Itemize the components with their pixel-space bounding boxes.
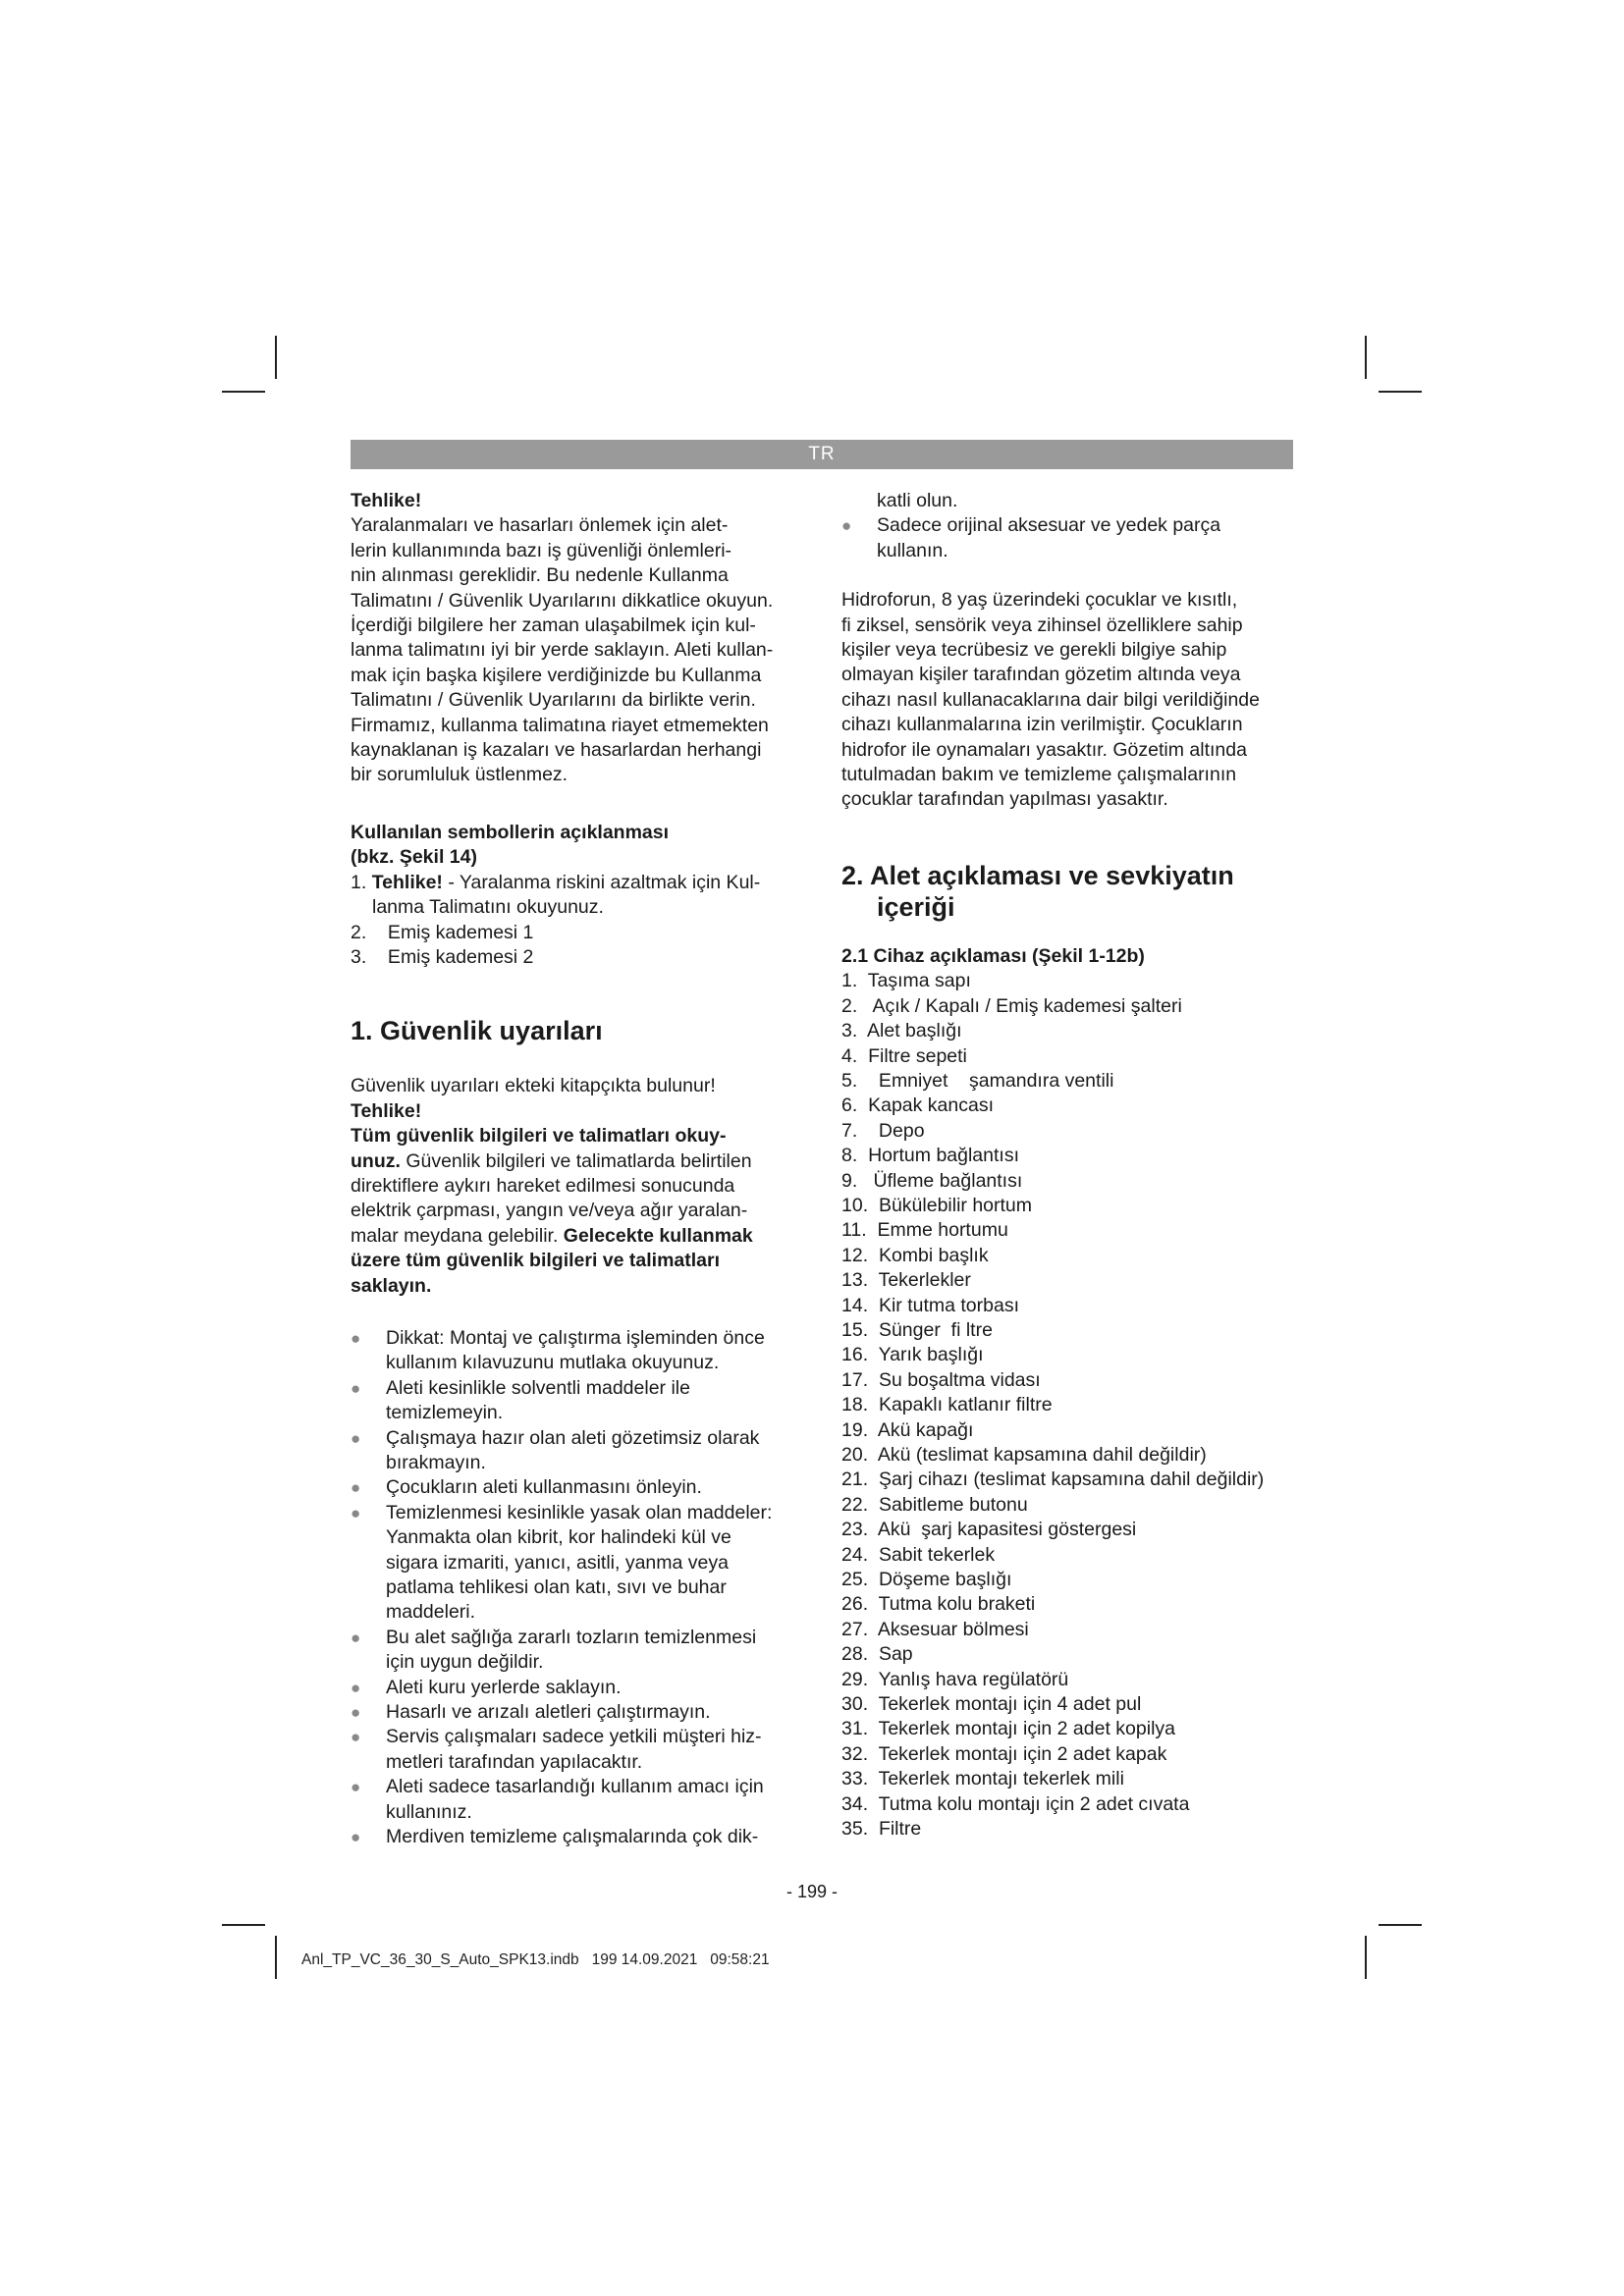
- text-line: elektrik çarpması, yangın ve/veya ağır yaralan-: [351, 1200, 748, 1222]
- text-line: lerin kullanımında bazı iş güvenliği önlemleri-: [351, 539, 732, 561]
- list-item: 12. Kombi başlık: [841, 1244, 989, 1266]
- safety-bold-line: üzere tüm güvenlik bilgileri ve talimatları: [351, 1250, 721, 1272]
- list-item: ● Sadece orijinal aksesuar ve yedek parça kullanın.: [841, 514, 1221, 561]
- list-item: 34. Tutma kolu montajı için 2 adet cıvata: [841, 1792, 1190, 1815]
- symbol-item-3: 3. Emiş kademesi 2: [351, 945, 534, 968]
- section-2-title: 2. Alet açıklaması ve sevkiyatın: [841, 860, 1234, 890]
- subsection-2-1-title: 2.1 Cihaz açıklaması (Şekil 1-12b): [841, 944, 1145, 967]
- crop-mark-bottom-left-h: [222, 1924, 265, 1926]
- list-item: ● Temizlenmesi kesinlikle yasak olan maddeler: Yanmakta olan kibrit, kor halindeki kül ve sigara izmariti, yanıcı, asitli, yanma veya patlama tehlikesi olan katı, sıvı ve buhar maddeleri.: [351, 1501, 773, 1624]
- list-item: 16. Yarık başlığı: [841, 1344, 984, 1366]
- safety-mixed-line: malar meydana gelebilir. Gelecekte kullanmak: [351, 1224, 753, 1247]
- list-item: 14. Kir tutma torbası: [841, 1294, 1019, 1316]
- bullet-icon: ●: [351, 1503, 361, 1522]
- bullet-icon: ●: [351, 1728, 361, 1747]
- text-line: cihazı nasıl kullanacaklarına dair bilgi verildiğinde: [841, 688, 1260, 711]
- text-line: Talimatını / Güvenlik Uyarılarını dikkatlice okuyun.: [351, 589, 774, 612]
- text-line: cihazı kullanmalarına izin verilmiştir. Çocukların: [841, 714, 1243, 736]
- bullet-icon: ●: [351, 1778, 361, 1797]
- list-item: ● Hasarlı ve arızalı aletleri çalıştırmayın.: [351, 1700, 812, 1725]
- list-item: 2. Açık / Kapalı / Emiş kademesi şalteri: [841, 994, 1182, 1017]
- bullet-icon: ●: [841, 516, 852, 536]
- safety-bullet-list: [351, 1326, 812, 1850]
- crop-mark-top-right-v: [1365, 336, 1367, 379]
- safety-bold-line: saklayın.: [351, 1274, 432, 1297]
- list-item: 35. Filtre: [841, 1818, 922, 1841]
- list-item: 27. Aksesuar bölmesi: [841, 1618, 1029, 1640]
- bullet-continuation: katli olun.: [877, 490, 958, 511]
- text-line: nin alınması gereklidir. Bu nedenle Kullanma: [351, 564, 729, 587]
- safety-bold-line: Tüm güvenlik bilgileri ve talimatları okuy-: [351, 1125, 727, 1148]
- text-line: bir sorumluluk üstlenmez.: [351, 764, 568, 786]
- list-item: ● Servis çalışmaları sadece yetkili müşteri hiz- metleri tarafından yapılacaktır.: [351, 1726, 762, 1773]
- list-item: 5. Emniyet şamandıra ventili: [841, 1069, 1114, 1092]
- text-line: İçerdiği bilgilere her zaman ulaşabilmek için kul-: [351, 614, 756, 637]
- list-item: ● Aleti sadece tasarlandığı kullanım amacı için kullanınız.: [351, 1776, 764, 1823]
- list-item: 32. Tekerlek montajı için 2 adet kapak: [841, 1742, 1167, 1765]
- text-line: lanma talimatını iyi bir yerde saklayın. Aleti kullan-: [351, 639, 774, 662]
- list-item: ● Aleti kesinlikle solventli maddeler ile temizlemeyin.: [351, 1376, 690, 1424]
- children-paragraph: [841, 588, 1303, 813]
- bullet-icon: ●: [351, 1378, 361, 1398]
- list-item: 31. Tekerlek montajı için 2 adet kopilya: [841, 1718, 1175, 1740]
- text-line: Hidroforun, 8 yaş üzerindeki çocuklar ve kısıtlı,: [841, 589, 1238, 612]
- parts-list: [841, 969, 1303, 1842]
- list-item: 17. Su boşaltma vidası: [841, 1368, 1041, 1391]
- crop-mark-top-left-v: [275, 336, 277, 379]
- text-line: tutulmadan bakım ve temizleme çalışmalarının: [841, 764, 1237, 786]
- warning-title: Tehlike!: [351, 490, 422, 511]
- list-item: ● Çalışmaya hazır olan aleti gözetimsiz olarak bırakmayın.: [351, 1426, 760, 1473]
- list-item: 24. Sabit tekerlek: [841, 1543, 996, 1566]
- warning-paragraph: [351, 513, 812, 787]
- list-item: 21. Şarj cihazı (teslimat kapsamına dahil değildir): [841, 1468, 1265, 1491]
- list-item: 18. Kapaklı katlanır filtre: [841, 1394, 1053, 1416]
- crop-mark-bottom-left-v: [275, 1936, 277, 1979]
- crop-mark-top-left-h: [222, 391, 265, 393]
- text-line: mak için başka kişilere verdiğinizde bu Kullanma: [351, 664, 762, 686]
- list-item: ● Dikkat: Montaj ve çalıştırma işleminden önce kullanım kılavuzunu mutlaka okuyunuz.: [351, 1326, 765, 1374]
- bullet-icon: ●: [351, 1828, 361, 1847]
- text-line: direktiflere aykırı hareket edilmesi sonucunda: [351, 1174, 735, 1197]
- bullet-icon: ●: [351, 1428, 361, 1448]
- list-item: 7. Depo: [841, 1119, 925, 1142]
- language-code: TR: [808, 444, 836, 464]
- list-item: 19. Akü kapağı: [841, 1418, 974, 1441]
- text-line: hidrofor ile oynamaları yasaktır. Gözetim altında: [841, 738, 1247, 761]
- list-item: 30. Tekerlek montajı için 4 adet pul: [841, 1693, 1142, 1716]
- list-item: ● Aleti kuru yerlerde saklayın.: [351, 1676, 812, 1700]
- symbol-item-1: 1. Tehlike! - Yaralanma riskini azaltmak için Kul-: [351, 871, 761, 893]
- list-item: ● Çocukların aleti kullanmasını önleyin.: [351, 1475, 812, 1500]
- list-item: 6. Kapak kancası: [841, 1095, 995, 1117]
- list-item: 4. Filtre sepeti: [841, 1044, 967, 1067]
- list-item: 22. Sabitleme butonu: [841, 1493, 1028, 1516]
- text-line: Firmamız, kullanma talimatına riayet etmemekten: [351, 714, 769, 736]
- list-item: ● Merdiven temizleme çalışmalarında çok dik-: [351, 1825, 812, 1849]
- list-item: 10. Bükülebilir hortum: [841, 1194, 1033, 1216]
- symbol-item-1-cont: lanma Talimatını okuyunuz.: [372, 896, 604, 919]
- text-line: Yaralanmaları ve hasarları önlemek için alet-: [351, 514, 729, 537]
- page-number: - 199 -: [785, 1882, 839, 1901]
- list-item: 28. Sap: [841, 1643, 913, 1666]
- list-item: 1. Taşıma sapı: [841, 970, 971, 992]
- bullet-icon: ●: [351, 1328, 361, 1348]
- print-footer: Anl_TP_VC_36_30_S_Auto_SPK13.indb 199 14.09.2021 09:58:21: [301, 1951, 770, 1968]
- text-line: fi ziksel, sensörik veya zihinsel özelliklere sahip: [841, 614, 1243, 636]
- safety-danger: Tehlike!: [351, 1099, 422, 1122]
- list-item: 13. Tekerlekler: [841, 1269, 971, 1292]
- list-item: 11. Emme hortumu: [841, 1219, 1008, 1242]
- bullet-icon: ●: [351, 1703, 361, 1723]
- list-item: 3. Alet başlığı: [841, 1020, 962, 1042]
- text-line: Talimatını / Güvenlik Uyarılarını da birlikte verin.: [351, 689, 756, 712]
- safety-mixed-line: unuz. Güvenlik bilgileri ve talimatlarda belirtilen: [351, 1149, 752, 1172]
- list-item: 15. Sünger fi ltre: [841, 1318, 993, 1341]
- bullet-icon: ●: [351, 1628, 361, 1647]
- text-line: çocuklar tarafından yapılması yasaktır.: [841, 788, 1168, 811]
- text-line: kaynaklanan iş kazaları ve hasarlardan herhangi: [351, 739, 762, 762]
- symbols-heading: Kullanılan sembollerin açıklanması: [351, 821, 670, 843]
- crop-mark-bottom-right-h: [1379, 1924, 1422, 1926]
- list-item: 20. Akü (teslimat kapsamına dahil değildir): [841, 1444, 1207, 1466]
- symbols-heading-ref: (bkz. Şekil 14): [351, 846, 477, 869]
- list-item: 29. Yanlış hava regülatörü: [841, 1668, 1069, 1690]
- right-column: [841, 489, 1303, 1842]
- list-item: 9. Üfleme bağlantısı: [841, 1169, 1023, 1192]
- bullet-icon: ●: [351, 1678, 361, 1697]
- bullet-list-cont: [841, 513, 1303, 563]
- crop-mark-top-right-h: [1379, 391, 1422, 393]
- list-item: 23. Akü şarj kapasitesi göstergesi: [841, 1519, 1137, 1541]
- bullet-icon: ●: [351, 1478, 361, 1498]
- language-header-bar: [351, 440, 1293, 469]
- section-2-title-cont: içeriği: [877, 891, 955, 922]
- left-column: [351, 489, 812, 1850]
- section-1-title: 1. Güvenlik uyarıları: [351, 1016, 603, 1046]
- list-item: 33. Tekerlek montajı tekerlek mili: [841, 1768, 1124, 1790]
- list-item: 26. Tutma kolu braketi: [841, 1593, 1036, 1616]
- safety-intro: Güvenlik uyarıları ekteki kitapçıkta bulunur!: [351, 1075, 716, 1097]
- text-line: kişiler veya tecrübesiz ve gerekli bilgiye sahip: [841, 639, 1227, 662]
- symbols-list: [351, 871, 812, 971]
- list-item: 8. Hortum bağlantısı: [841, 1145, 1020, 1167]
- list-item: ● Bu alet sağlığa zararlı tozların temizlenmesi için uygun değildir.: [351, 1626, 757, 1674]
- symbol-item-2: 2. Emiş kademesi 1: [351, 921, 534, 943]
- list-item: 25. Döşeme başlığı: [841, 1569, 1012, 1591]
- text-line: olmayan kişiler tarafından gözetim altında veya: [841, 664, 1241, 686]
- crop-mark-bottom-right-v: [1365, 1936, 1367, 1979]
